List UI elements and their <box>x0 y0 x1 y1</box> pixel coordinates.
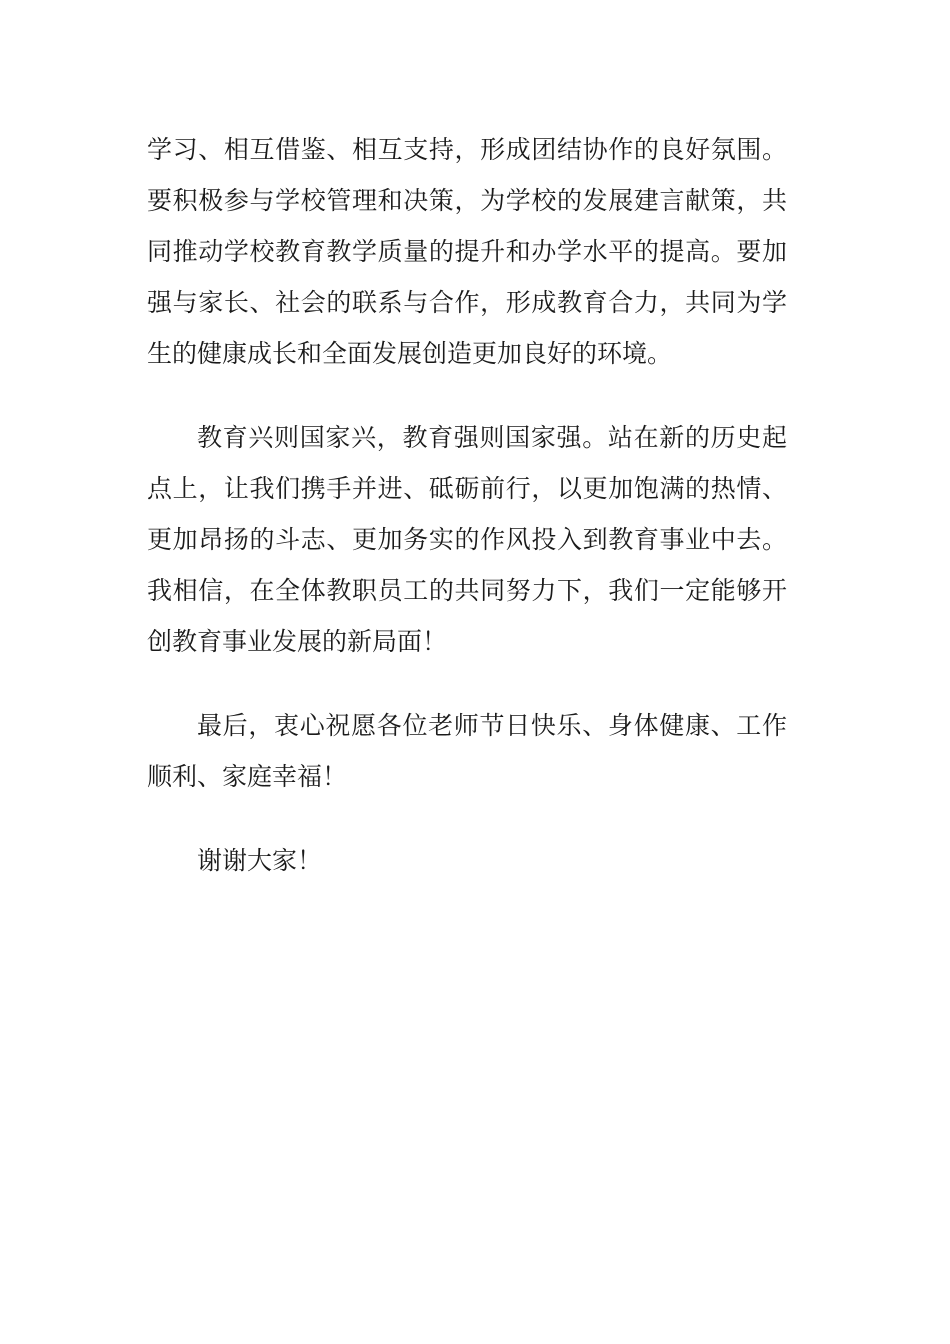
paragraph-1-line-1: 学习、相互借鉴、相互支持，形成团结协作的良好氛围。 <box>147 135 787 164</box>
paragraph-1-line-5: 生的健康成长和全面发展创造更加良好的环境。 <box>147 339 673 368</box>
paragraph-1-line-4: 强与家长、社会的联系与合作，形成教育合力，共同为学 <box>147 288 787 317</box>
paragraph-2-line-1: 教育兴则国家兴，教育强则国家强。站在新的历史起 <box>197 423 787 452</box>
paragraph-1-line-3: 同推动学校教育教学质量的提升和办学水平的提高。要加 <box>147 237 787 266</box>
paragraph-2-line-3: 更加昂扬的斗志、更加务实的作风投入到教育事业中去。 <box>147 525 787 554</box>
paragraph-3-line-1: 最后，衷心祝愿各位老师节日快乐、身体健康、工作 <box>197 711 787 740</box>
paragraph-2-line-2: 点上，让我们携手并进、砥砺前行，以更加饱满的热情、 <box>147 474 787 503</box>
paragraph-2-line-4: 我相信，在全体教职员工的共同努力下，我们一定能够开 <box>147 576 787 605</box>
paragraph-2-line-5: 创教育事业发展的新局面！ <box>147 627 448 656</box>
closing-thanks: 谢谢大家！ <box>197 846 323 875</box>
paragraph-3-line-2: 顺利、家庭幸福！ <box>147 762 348 791</box>
paragraph-1-line-2: 要积极参与学校管理和决策，为学校的发展建言献策，共 <box>147 186 787 215</box>
